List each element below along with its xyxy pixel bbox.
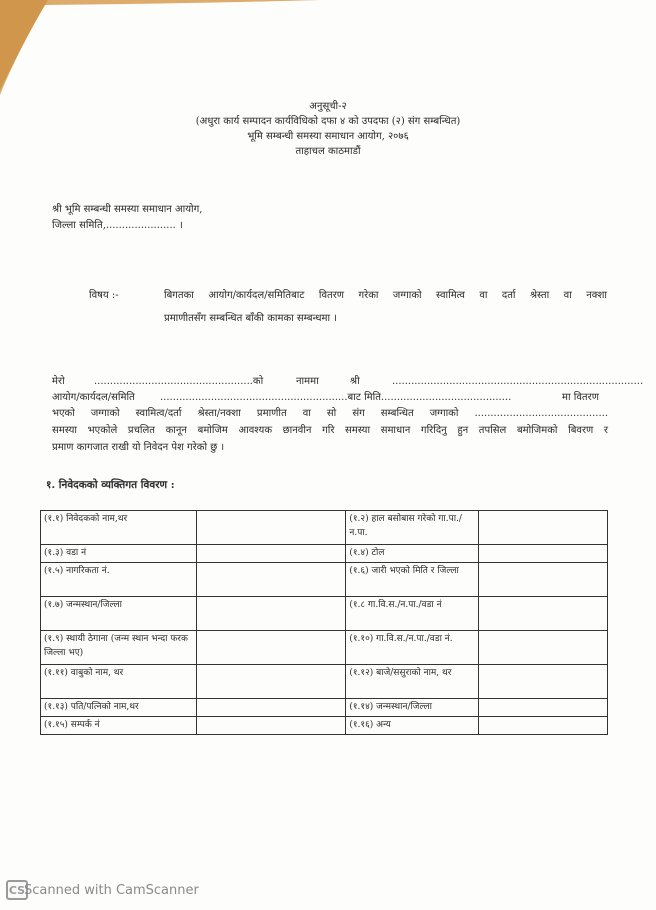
- field-value-input[interactable]: [197, 665, 346, 699]
- body-line-1-blank: ..................................................को: [94, 376, 264, 387]
- addressee-line-2: जिल्ला समिति,...................... ।: [52, 220, 183, 231]
- camscanner-logo-icon: CS: [6, 880, 28, 900]
- field-label: (१.४) टोल: [346, 545, 478, 563]
- table-row: [41, 563, 608, 597]
- field-label: (१.१३) पति/पत्निको नाम,थर: [41, 699, 197, 717]
- body-line-2-c: मा वितरण: [562, 392, 599, 403]
- table-row: [41, 511, 608, 545]
- body-line-5: प्रमाण कागजात राखी यो निवेदन पेश गरेको छु ।: [52, 442, 225, 453]
- field-label: (१.१४) जन्मस्थान/जिल्ला: [346, 699, 478, 717]
- field-value-input[interactable]: [478, 563, 607, 597]
- subject-line-1: बिगतका आयोग/कार्यदल/समितिबाट वितरण गरेका जग्गाको स्वामित्व वा दर्ता श्रेस्ता वा नक्शा: [164, 290, 607, 301]
- body-line-2-a: आयोग/कार्यदल/समिति: [52, 392, 135, 403]
- field-value-input[interactable]: [197, 563, 346, 597]
- table-row: [41, 597, 608, 631]
- table-row: [41, 665, 608, 699]
- field-value-input[interactable]: [197, 597, 346, 631]
- field-label: (१.२) हाल बसोबास गरेको गा.पा./न.पा.: [346, 511, 478, 545]
- field-label: (१.१६) अन्य: [346, 717, 478, 735]
- table-row: [41, 631, 608, 665]
- field-value-input[interactable]: [197, 511, 346, 545]
- section-title: १. निवेदकको व्यक्तिगत विवरण :: [46, 479, 175, 491]
- body-line-1-d: श्री: [350, 376, 360, 387]
- body-line-1-blank-2: ...............................................................................: [392, 376, 644, 387]
- field-value-input[interactable]: [478, 665, 607, 699]
- table-row: [41, 717, 608, 735]
- body-line-4: समस्या भएकोले प्रचलित कानून बमोजिम आवश्यक छानवीन गरि समस्या समाधान गरिदिनु हुन तपसिल बमोजिमको बिवरण र: [52, 425, 608, 436]
- field-value-input[interactable]: [478, 717, 607, 735]
- field-value-input[interactable]: [478, 631, 607, 665]
- field-label: (१.१५) सम्पर्क नं: [41, 717, 197, 735]
- field-label: (१.३) वडा नं: [41, 545, 197, 563]
- field-value-input[interactable]: [478, 511, 607, 545]
- field-value-input[interactable]: [197, 699, 346, 717]
- body-line-1-a: मेरो: [52, 376, 65, 387]
- commission-name: भूमि सम्बन्धी समस्या समाधान आयोग, २०७६: [247, 131, 409, 142]
- field-label: (१.११) वाबुको नाम, थर: [41, 665, 197, 699]
- field-label: (१.५) नागरिकता नं.: [41, 563, 197, 597]
- annex-title: अनुसूची-२: [309, 101, 347, 112]
- field-value-input[interactable]: [197, 717, 346, 735]
- table-row: [41, 545, 608, 563]
- subject-line-2: प्रमाणीतसँग सम्बन्धित बाँकी कामका सम्बन्धमा ।: [164, 313, 338, 324]
- field-value-input[interactable]: [478, 545, 607, 563]
- field-value-input[interactable]: [478, 699, 607, 717]
- watermark-text: Scanned with CamScanner: [24, 882, 199, 898]
- field-label: (१.९) स्थायी ठेगाना (जन्म स्थान भन्दा फरक जिल्ला भए): [41, 631, 197, 665]
- table-row: [41, 699, 608, 717]
- body-line-2-blank: ...........................................................बाट मिति.........................................: [160, 392, 512, 403]
- field-label: (१.७) जन्मस्थान/जिल्ला: [41, 597, 197, 631]
- addressee-line-1: श्री भूमि सम्बन्धी समस्या समाधान आयोग,: [52, 204, 203, 215]
- applicant-details-table: [40, 510, 608, 735]
- field-label: (१.८ गा.वि.स./न.पा./वडा नं: [346, 597, 478, 631]
- field-label: (१.१) निवेदकको नाम,थर: [41, 511, 197, 545]
- field-label: (१.६) जारी भएको मिति र जिल्ला: [346, 563, 478, 597]
- reference-line: (अधुरा कार्य सम्पादन कार्यविधिको दफा ४ को उपदफा (२) संग सम्बन्धित): [195, 116, 461, 127]
- field-label: (१.१०) गा.वि.स./न.पा./वडा नं.: [346, 631, 478, 665]
- body-line-3: भएको जग्गाको स्वामित्व/दर्ता श्रेस्ता/नक्शा प्रमाणीत वा सो संग सम्बन्धित जग्गाको ..........................................: [52, 408, 608, 419]
- subject-label: विषय :-: [89, 290, 119, 301]
- field-value-input[interactable]: [197, 545, 346, 563]
- commission-location: ताहाचल काठमाडौं: [295, 146, 361, 157]
- field-value-input[interactable]: [197, 631, 346, 665]
- camscanner-watermark: [6, 880, 199, 900]
- body-line-1-c: नाममा: [296, 376, 319, 387]
- field-label: (१.१२) बाजे/ससुराको नाम, थर: [346, 665, 478, 699]
- field-value-input[interactable]: [478, 597, 607, 631]
